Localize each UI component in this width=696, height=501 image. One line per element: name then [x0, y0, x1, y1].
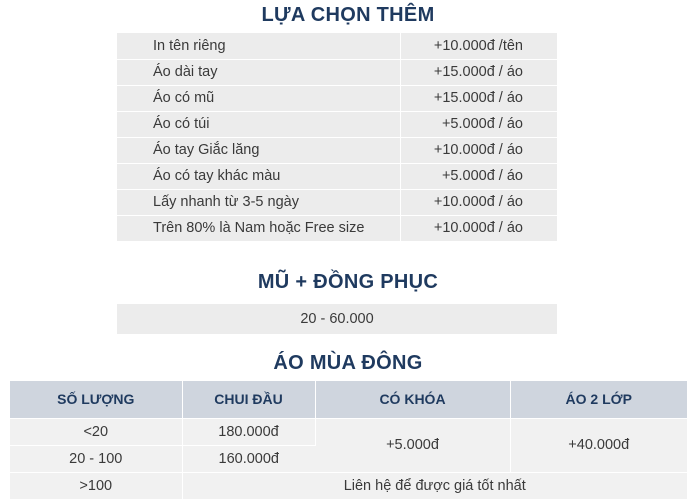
quantity-cell: 20 - 100 [10, 445, 182, 472]
table-row [117, 111, 557, 137]
double-layer-extra-cell: +40.000đ [510, 418, 687, 472]
option-name: Lấy nhanh từ 3-5 ngày [117, 189, 400, 215]
table-header-row [10, 381, 687, 418]
table-row [117, 33, 557, 59]
option-price: +15.000đ / áo [400, 85, 557, 111]
option-name: Áo có tay khác màu [117, 163, 400, 189]
table-row [117, 137, 557, 163]
winter-title: ÁO MÙA ĐÔNG [273, 352, 423, 374]
table-row [117, 85, 557, 111]
pullover-price-cell: 160.000đ [182, 445, 315, 472]
quantity-cell: >100 [10, 472, 182, 499]
pullover-price-cell: 180.000đ [182, 418, 315, 445]
table-row [117, 59, 557, 85]
option-name: Áo có mũ [117, 85, 400, 111]
option-name: In tên riêng [117, 33, 400, 59]
header-double-layer: ÁO 2 LỚP [510, 381, 687, 418]
options-title: LỰA CHỌN THÊM [261, 4, 435, 26]
table-row [10, 472, 687, 499]
options-table [117, 33, 557, 242]
option-price: +10.000đ /tên [400, 33, 557, 59]
winter-table [10, 381, 687, 499]
hat-uniform-price: 20 - 60.000 [117, 304, 557, 334]
header-pullover: CHUI ĐẦU [182, 381, 315, 418]
header-zipper: CÓ KHÓA [315, 381, 510, 418]
option-price: +5.000đ / áo [400, 163, 557, 189]
option-name: Trên 80% là Nam hoặc Free size [117, 215, 400, 241]
option-price: +5.000đ / áo [400, 111, 557, 137]
table-row [117, 163, 557, 189]
header-quantity: SỐ LƯỢNG [10, 381, 182, 418]
table-row [117, 215, 557, 241]
option-name: Áo dài tay [117, 59, 400, 85]
option-price: +10.000đ / áo [400, 189, 557, 215]
table-row [117, 189, 557, 215]
option-price: +15.000đ / áo [400, 59, 557, 85]
table-row [10, 418, 687, 445]
option-price: +10.000đ / áo [400, 137, 557, 163]
contact-note-cell: Liên hệ để được giá tốt nhất [182, 472, 687, 499]
option-price: +10.000đ / áo [400, 215, 557, 241]
option-name: Áo tay Giắc lăng [117, 137, 400, 163]
option-name: Áo có túi [117, 111, 400, 137]
quantity-cell: <20 [10, 418, 182, 445]
zipper-extra-cell: +5.000đ [315, 418, 510, 472]
hat-uniform-title: MŨ + ĐỒNG PHỤC [257, 271, 439, 293]
